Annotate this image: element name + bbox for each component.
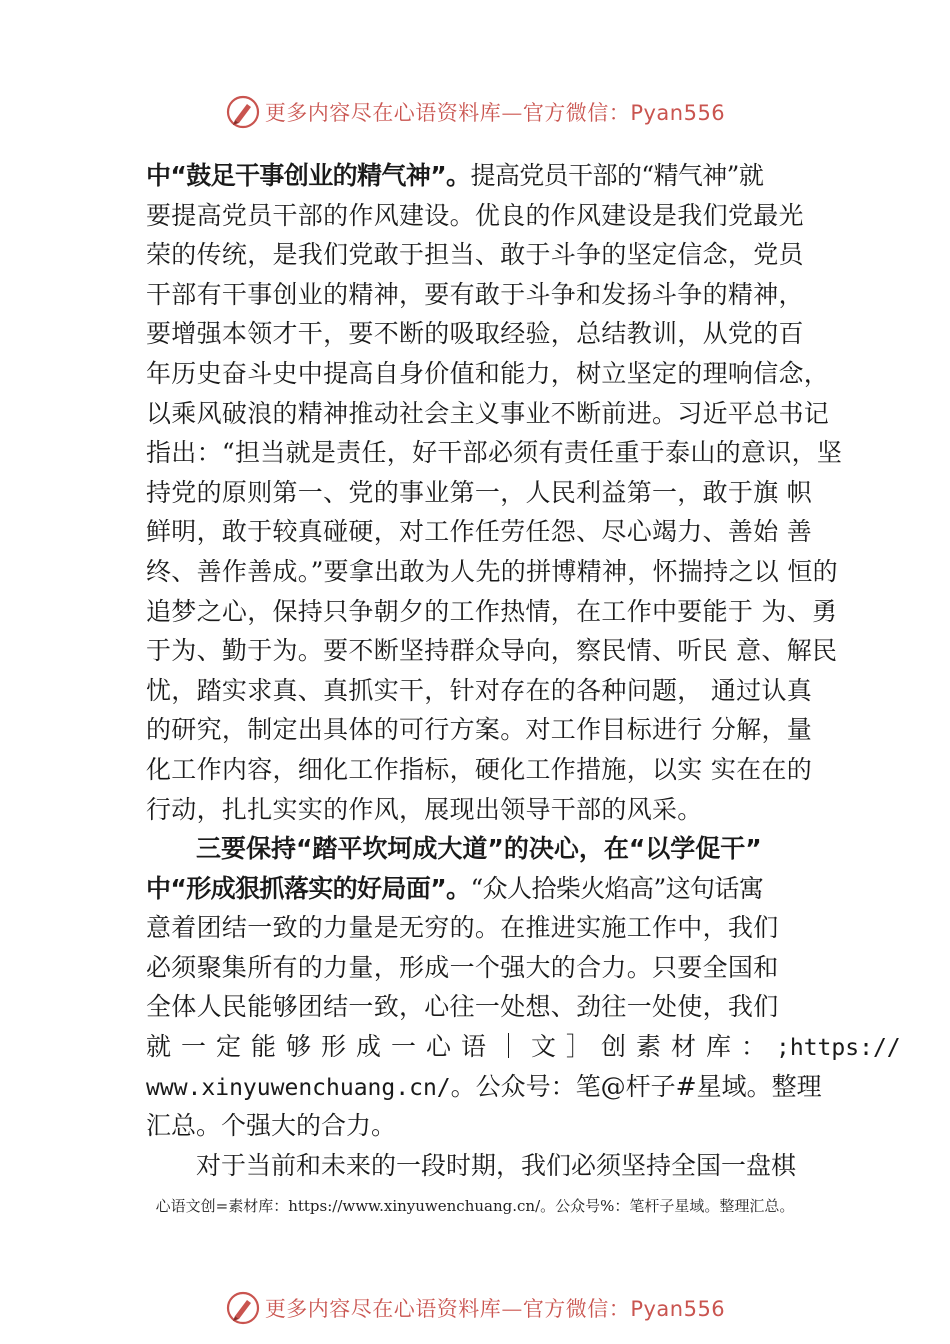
paragraph-1-line: 以乘风破浪的精神推动社会主义事业不断前进。习近平总书记 [146,398,830,428]
paragraph-2-line: 全体人民能够团结一致，心往一处想、劲往一处使，我们 [146,992,779,1022]
paragraph-1-line: 的研究，制定出具体的可行方案。对工作目标进行 分解，量 [146,715,813,745]
document-body [146,156,901,1185]
paragraph-1-line: 指出：“担当就是责任，好干部必须有责任重于泰山的意识，坚 [146,438,843,468]
paragraph-1-line: 追梦之心，保持只争朝夕的工作热情，在工作中要能于 为、勇 [146,596,838,626]
paragraph-1-line: 忧，踏实求真、真抓实干，针对存在的各种问题， 通过认真 [146,675,813,705]
paragraph-1-line: 终、善作善成。”要拿出敢为人先的拼博精神，怀揣持之以 恒的 [146,556,838,586]
paragraph-1-line: 行动，扎扎实实的作风，展现出领导干部的风采。 [146,794,703,824]
page-footnote: 心语文创=素材库：https://www.xinyuwenchuang.cn/。公众号%：笔杆子星域。整理汇总。 [155,1197,795,1215]
banner-wechat-id: Pyan556 [630,101,726,125]
paragraph-1-line: 荣的传统，是我们党敢于担当、敢于斗争的坚定信念，党员 [146,240,804,270]
banner-separator: — [501,1297,523,1321]
pen-logo-icon [225,1290,261,1326]
watermark-url-part-1: ;https:// [776,1035,901,1062]
paragraph-1-line: 于为、勤于为。要不断坚持群众导向，察民情、听民 意、解民 [146,636,838,666]
footer-banner [0,1288,950,1328]
paragraph-2-line: 意着团结一致的力量是无穷的。在推进实施工作中，我们 [146,913,779,943]
watermark-url-part-2: www.xinyuwenchuang.cn/ [146,1074,451,1101]
paragraph-2 [146,908,836,1027]
banner-site-name: 更多内容尽在心语资料库 [264,101,502,125]
paragraph-2-last-line: 汇总。个强大的合力。 [146,1111,397,1141]
banner-separator: — [501,101,523,125]
paragraph-2-bold-heading: 三要保持“踏平坎坷成大道”的决心，在“以学促干” [196,834,762,864]
pen-logo-icon [225,94,261,130]
watermark-account-text: 。公众号：笔@杆子#星域。整理 [450,1071,822,1101]
paragraph-2-heading-line [146,829,836,869]
paragraph-2-url-line [146,1067,836,1107]
paragraph-2-first-line [146,869,836,909]
paragraph-1-line: 鲜明，敢于较真碰硬，对工作任劳任怨、尽心竭力、善始 善 [146,517,813,547]
paragraph-1-line: 干部有干事创业的精神，要有敢于斗争和发扬斗争的精神， [146,279,804,309]
paragraph-2-lead-text: “众人拾柴火焰高”这句话寓 [470,873,764,903]
banner-site-name: 更多内容尽在心语资料库 [264,1297,502,1321]
banner-wechat-id: Pyan556 [630,1297,726,1321]
header-banner [0,92,950,132]
paragraph-3-first-line: 对于当前和未来的一段时期，我们必须坚持全国一盘棋 [196,1150,797,1180]
banner-wechat-label: 官方微信： [522,1297,631,1321]
paragraph-1-line: 要增强本领才干，要不断的吸取经验，总结教训，从党的百 [146,319,804,349]
paragraph-1 [146,196,843,830]
paragraph-2-bold-subheading: 中“形成狠抓落实的好局面”。 [146,873,471,903]
watermark-text: 就一定能够形成一心语｜文］创素材库： [146,1032,777,1062]
paragraph-2-line: 必须聚集所有的力量，形成一个强大的合力。只要全国和 [146,952,779,982]
paragraph-1-line: 化工作内容，细化工作指标，硬化工作措施，以实 实在在的 [146,754,813,784]
paragraph-2-watermark-line [146,1027,901,1067]
banner-wechat-label: 官方微信： [522,101,631,125]
paragraph-1-line: 要提高党员干部的作风建设。优良的作风建设是我们党最光 [146,200,804,230]
paragraph-1-line: 持党的原则第一、党的事业第一，人民利益第一，敢于旗 帜 [146,477,813,507]
paragraph-1-line: 年历史奋斗史中提高自身价值和能力，树立坚定的理响信念， [146,358,830,388]
paragraph-1-first-line [146,156,836,196]
paragraph-1-lead-text: 提高党员干部的“精气神”就 [470,161,764,190]
paragraph-1-bold-heading: 中“鼓足干事创业的精气神”。 [146,161,471,190]
